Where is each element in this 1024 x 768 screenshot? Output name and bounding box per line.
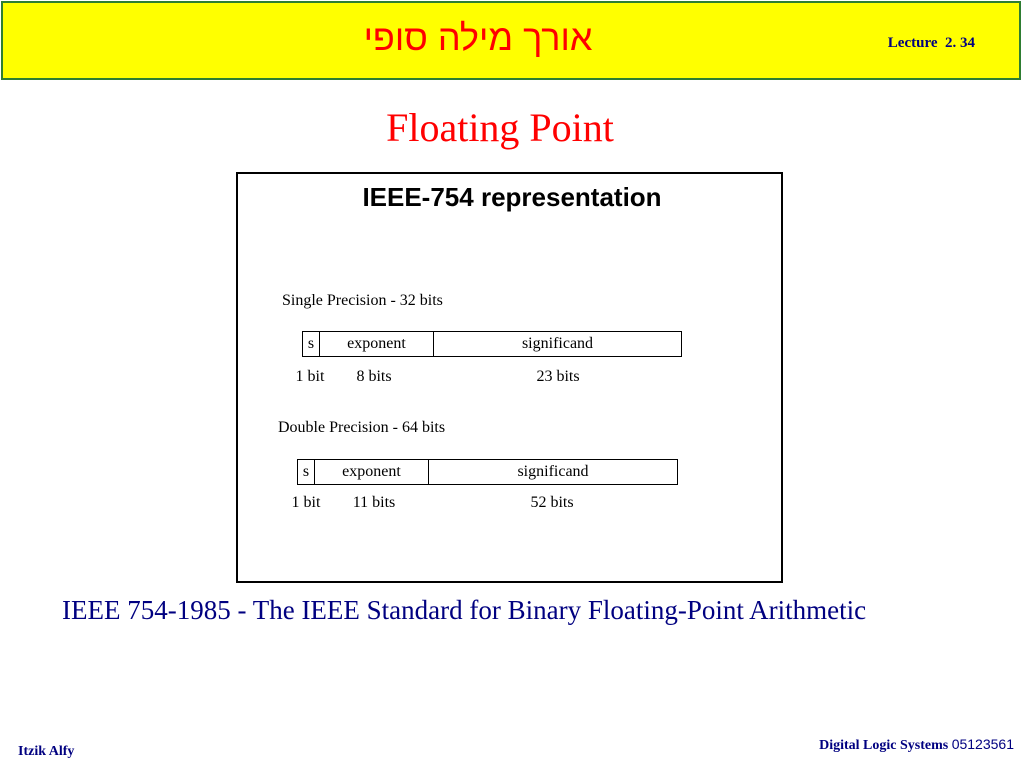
- exponent-bits: 11 bits: [352, 494, 396, 511]
- single-precision-bitbox: [302, 331, 682, 357]
- significand-bits: 52 bits: [530, 494, 574, 511]
- caption: IEEE 754-1985 - The IEEE Standard for Binary Floating-Point Arithmetic: [62, 595, 867, 625]
- significand-field: significand: [517, 463, 589, 480]
- exponent-field: exponent: [320, 332, 434, 356]
- lecture-number: Lecture 2. 34: [887, 35, 975, 51]
- exponent-field: exponent: [315, 460, 429, 484]
- sign-bits: 1 bit: [295, 368, 325, 385]
- header-bar: [1, 1, 1021, 80]
- significand-field: significand: [521, 335, 594, 352]
- author-name: Itzik Alfy: [18, 744, 75, 759]
- ieee-figure: [236, 172, 783, 583]
- slide-title: Floating Point: [386, 105, 614, 150]
- significand-bits: 23 bits: [536, 368, 580, 385]
- course-name: Digital Logic Systems: [819, 738, 949, 753]
- single-precision-label: Single Precision - 32 bits: [282, 292, 443, 309]
- sign-field: s: [303, 332, 320, 356]
- hebrew-title: אורך מילה סופי: [363, 17, 593, 58]
- double-precision-label: Double Precision - 64 bits: [278, 419, 446, 436]
- sign-bits: 1 bit: [291, 494, 321, 511]
- sign-field: s: [298, 460, 315, 484]
- course-footer: [819, 736, 1014, 754]
- double-precision-bitbox: [297, 459, 678, 485]
- course-number: 05123561: [951, 736, 1014, 752]
- exponent-bits: 8 bits: [356, 368, 392, 385]
- figure-title: IEEE-754 representation: [362, 182, 662, 212]
